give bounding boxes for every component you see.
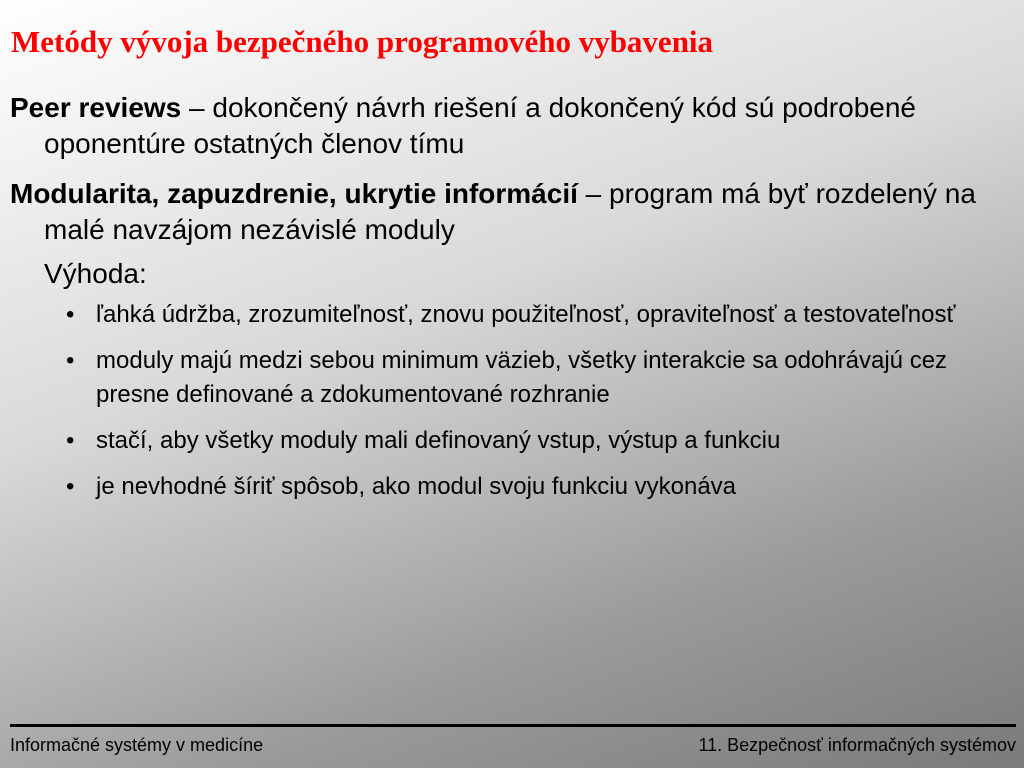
advantage-list [10, 298, 1010, 504]
footer-lecture-title: 11. Bezpečnosť informačných systémov [698, 735, 1016, 755]
footer-course-name: Informačné systémy v medicíne [10, 735, 264, 755]
footer-divider [10, 724, 1016, 727]
list-item-text: je nevhodné šíriť spôsob, ako modul svoju funkciu vykonáva [96, 473, 737, 500]
list-item-text: moduly majú medzi sebou minimum väzieb, všetky interakcie sa odohrávajú cez presne definované a zdokumentované rozhranie [96, 347, 948, 408]
slide-title: Metódy vývoja bezpečného programového vybavenia [11, 24, 714, 59]
bullet-icon: • [66, 473, 75, 500]
term-modularity: Modularita, zapuzdrenie, ukrytie informácií [10, 178, 578, 209]
list-item [66, 298, 1010, 332]
list-item [66, 424, 1010, 458]
list-item [66, 344, 1010, 412]
paragraph-peer-reviews [10, 90, 1010, 162]
term-peer-reviews: Peer reviews [10, 92, 182, 123]
bullet-icon: • [66, 347, 75, 374]
slide-content [10, 90, 1010, 516]
text-modularity: – program má byť rozdelený na malé navzájom nezávislé moduly [44, 178, 976, 245]
advantage-label: Výhoda: [44, 258, 147, 289]
list-item-text: stačí, aby všetky moduly mali definovaný vstup, výstup a funkciu [96, 427, 781, 454]
list-item [66, 470, 1010, 504]
bullet-icon: • [66, 427, 75, 454]
paragraph-modularity [10, 176, 1010, 248]
list-item-text: ľahká údržba, zrozumiteľnosť, znovu použiteľnosť, opraviteľnosť a testovateľnosť [96, 301, 956, 328]
text-peer-reviews: – dokončený návrh riešení a dokončený kód sú podrobené oponentúre ostatných členov tímu [44, 92, 916, 159]
bullet-icon: • [66, 301, 75, 328]
